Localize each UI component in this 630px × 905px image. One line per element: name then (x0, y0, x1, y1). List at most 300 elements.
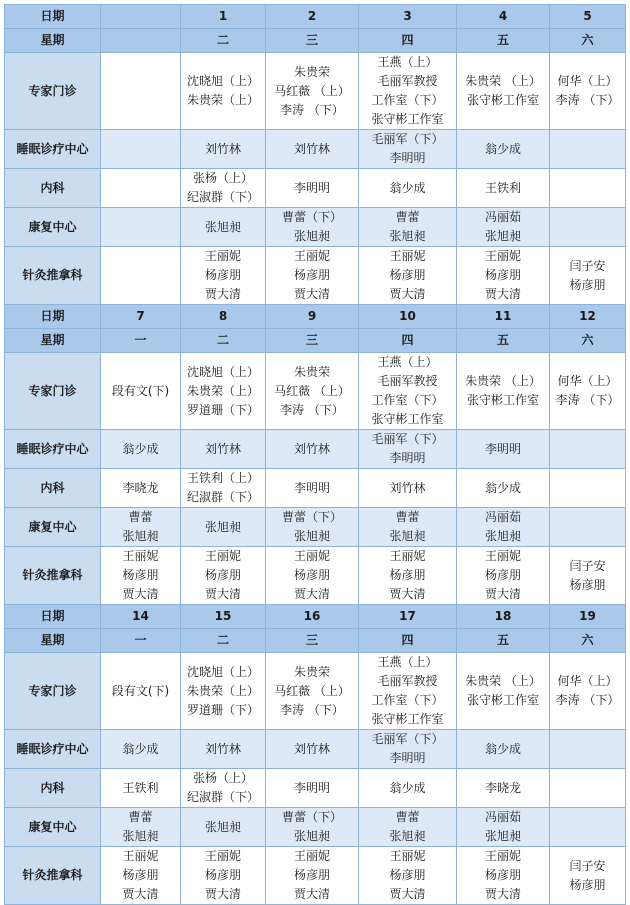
weekday-cell: 三 (266, 29, 359, 53)
doctor-name: 杨彦朋 (204, 568, 241, 582)
row-acupuncture (5, 247, 626, 305)
doctor-name: 贾大清 (293, 587, 330, 601)
doctor-name: 张杨（上） (192, 171, 253, 185)
doctor-name: 王燕（上） (377, 55, 438, 69)
schedule-cell-sleep (181, 730, 266, 769)
doctor-name: 杨彦朋 (484, 868, 521, 882)
doctor-name: 朱贵荣 （上） (465, 74, 541, 88)
weekday-cell: 四 (359, 329, 457, 353)
date-cell: 5 (550, 5, 626, 29)
schedule-cell-internal (101, 169, 181, 208)
row-rehab (5, 508, 626, 547)
doctor-name: 曹蕾 (128, 510, 153, 524)
doctor-name: 朱贵荣（上） (186, 683, 259, 698)
doctor-name: 何华（上） (557, 374, 618, 388)
row-expert (5, 353, 626, 430)
doctor-name: 杨彦朋 (389, 868, 426, 882)
doctor-name: 王丽妮 (484, 849, 521, 863)
schedule-cell-sleep (359, 430, 457, 469)
doctor-name: 王燕（上） (377, 655, 438, 669)
schedule-cell-acupuncture (359, 547, 457, 605)
doctor-name: 杨彦朋 (484, 568, 521, 582)
date-cell: 19 (550, 605, 626, 629)
doctor-name: 翁少成 (122, 741, 159, 756)
schedule-cell-acupuncture (181, 247, 266, 305)
doctor-name: 杨彦朋 (389, 268, 426, 282)
schedule-cell-internal (457, 169, 550, 208)
date-cell: 2 (266, 5, 359, 29)
row-label-acupuncture: 针灸推拿科 (5, 847, 101, 905)
doctor-name: 王丽妮 (389, 249, 426, 263)
doctor-name: 张旭昶 (293, 829, 330, 843)
doctor-name: 张旭昶 (389, 229, 426, 243)
schedule-cell-acupuncture (181, 847, 266, 905)
schedule-cell-rehab (359, 508, 457, 547)
schedule-cell-sleep (457, 730, 550, 769)
row-date (5, 305, 626, 329)
row-label-rehab: 康复中心 (5, 508, 101, 547)
doctor-name: 王丽妮 (484, 549, 521, 563)
weekday-cell: 三 (266, 329, 359, 353)
doctor-name: 曹蕾 (395, 210, 420, 224)
schedule-cell-acupuncture (181, 547, 266, 605)
doctor-name: 闫子安 (569, 558, 606, 573)
weekday-cell: 五 (457, 629, 550, 653)
doctor-name: 王丽妮 (293, 849, 330, 863)
weekday-cell: 三 (266, 629, 359, 653)
doctor-name: 曹蕾 (128, 810, 153, 824)
schedule-cell-rehab (181, 508, 266, 547)
doctor-name: 张旭昶 (204, 819, 241, 834)
schedule-cell-expert (181, 353, 266, 430)
schedule-cell-internal (181, 469, 266, 508)
weekday-cell: 六 (550, 29, 626, 53)
doctor-name: 贾大清 (484, 587, 521, 601)
doctor-name: 张守彬工作室 (371, 112, 444, 126)
schedule-cell-internal (181, 769, 266, 808)
doctor-name: 工作室（下） (371, 393, 444, 407)
doctor-name: 何华（上） (557, 74, 618, 88)
schedule-cell-rehab (457, 208, 550, 247)
row-label-internal: 内科 (5, 469, 101, 508)
row-label-weekday: 星期 (5, 29, 101, 53)
row-date (5, 605, 626, 629)
schedule-cell-sleep (457, 130, 550, 169)
doctor-name: 杨彦朋 (204, 868, 241, 882)
schedule-cell-internal (550, 169, 626, 208)
doctor-name: 毛丽军教授 (377, 74, 438, 88)
doctor-name: 曹蕾（下） (281, 510, 342, 524)
date-cell: 4 (457, 5, 550, 29)
doctor-name: 冯丽茹 (484, 210, 521, 224)
schedule-cell-rehab (550, 208, 626, 247)
schedule-cell-internal (266, 469, 359, 508)
row-date (5, 5, 626, 29)
schedule-cell-expert (181, 53, 266, 130)
date-cell: 15 (181, 605, 266, 629)
schedule-cell-sleep (359, 130, 457, 169)
schedule-cell-expert (359, 653, 457, 730)
doctor-name: 何华（上） (557, 674, 618, 688)
doctor-name: 贾大清 (122, 587, 159, 601)
schedule-cell-expert (550, 353, 626, 430)
doctor-name: 贾大清 (122, 887, 159, 901)
doctor-name: 李涛 （下） (555, 93, 620, 107)
row-label-sleep: 睡眠诊疗中心 (5, 430, 101, 469)
schedule-cell-rehab (266, 508, 359, 547)
schedule-cell-expert (101, 53, 181, 130)
row-label-date: 日期 (5, 305, 101, 329)
doctor-name: 李涛 （下） (280, 702, 344, 717)
schedule-cell-acupuncture (266, 847, 359, 905)
schedule-cell-sleep (550, 130, 626, 169)
row-label-acupuncture: 针灸推拿科 (5, 247, 101, 305)
row-label-sleep: 睡眠诊疗中心 (5, 730, 101, 769)
row-label-date: 日期 (5, 5, 101, 29)
doctor-name: 朱贵荣 (293, 364, 330, 379)
row-internal (5, 769, 626, 808)
schedule-cell-rehab (266, 208, 359, 247)
schedule-cell-sleep (457, 430, 550, 469)
weekday-cell: 五 (457, 329, 550, 353)
schedule-cell-expert (457, 353, 550, 430)
schedule-cell-acupuncture (101, 847, 181, 905)
doctor-name: 朱贵荣 （上） (465, 674, 541, 688)
row-sleep (5, 430, 626, 469)
doctor-name: 纪淑群（下） (186, 490, 259, 504)
doctor-name: 翁少成 (484, 741, 521, 756)
schedule-cell-expert (550, 53, 626, 130)
doctor-name: 杨彦朋 (569, 877, 606, 892)
doctor-name: 李明明 (293, 480, 330, 495)
weekday-cell: 五 (457, 29, 550, 53)
schedule-cell-sleep (550, 730, 626, 769)
schedule-cell-acupuncture (266, 547, 359, 605)
row-internal (5, 469, 626, 508)
doctor-name: 张旭昶 (484, 529, 521, 543)
schedule-cell-rehab (359, 208, 457, 247)
row-weekday (5, 329, 626, 353)
doctor-name: 闫子安 (569, 258, 606, 273)
doctor-name: 王丽妮 (204, 249, 241, 263)
doctor-name: 王丽妮 (293, 549, 330, 563)
doctor-name: 纪淑群（下） (186, 190, 259, 204)
weekday-cell: 六 (550, 329, 626, 353)
row-label-expert: 专家门诊 (5, 653, 101, 730)
row-weekday (5, 629, 626, 653)
doctor-name: 翁少成 (389, 780, 426, 795)
row-internal (5, 169, 626, 208)
doctor-name: 贾大清 (293, 287, 330, 301)
row-expert (5, 653, 626, 730)
schedule-cell-rehab (457, 808, 550, 847)
doctor-name: 冯丽茹 (484, 510, 521, 524)
doctor-name: 张旭昶 (293, 229, 330, 243)
weekday-cell: 一 (101, 329, 181, 353)
doctor-name: 朱贵荣（上） (186, 383, 259, 398)
doctor-name: 王铁利 (122, 780, 159, 795)
weekday-cell: 二 (181, 629, 266, 653)
schedule-cell-internal (359, 769, 457, 808)
schedule-cell-expert (101, 653, 181, 730)
schedule-cell-sleep (359, 730, 457, 769)
date-cell: 9 (266, 305, 359, 329)
doctor-name: 马红薇 （上） (274, 383, 350, 398)
row-label-expert: 专家门诊 (5, 353, 101, 430)
schedule-cell-rehab (101, 808, 181, 847)
date-cell: 7 (101, 305, 181, 329)
doctor-name: 张守彬工作室 (371, 712, 444, 726)
doctor-name: 贾大清 (389, 887, 426, 901)
schedule-cell-acupuncture (457, 247, 550, 305)
schedule-cell-sleep (266, 130, 359, 169)
row-label-acupuncture: 针灸推拿科 (5, 547, 101, 605)
doctor-name: 刘竹林 (204, 141, 241, 156)
doctor-name: 闫子安 (569, 858, 606, 873)
doctor-name: 纪淑群（下） (186, 790, 259, 804)
doctor-name: 工作室（下） (371, 693, 444, 707)
row-label-weekday: 星期 (5, 329, 101, 353)
doctor-name: 罗道珊（下） (186, 402, 259, 417)
doctor-name: 李明明 (484, 441, 521, 456)
schedule-cell-rehab (266, 808, 359, 847)
doctor-name: 曹蕾 (395, 810, 420, 824)
schedule-cell-internal (457, 469, 550, 508)
doctor-name: 王铁利（上） (186, 471, 259, 485)
schedule-cell-sleep (181, 430, 266, 469)
doctor-name: 翁少成 (389, 180, 426, 195)
doctor-name: 杨彦朋 (293, 868, 330, 882)
doctor-name: 李明明 (389, 451, 426, 465)
doctor-name: 朱贵荣 (293, 664, 330, 679)
doctor-name: 刘竹林 (293, 741, 330, 756)
schedule-cell-internal (101, 469, 181, 508)
schedule-cell-expert (266, 53, 359, 130)
schedule-cell-acupuncture (266, 247, 359, 305)
schedule-cell-acupuncture (359, 847, 457, 905)
doctor-name: 张旭昶 (484, 229, 521, 243)
schedule-cell-expert (101, 353, 181, 430)
doctor-name: 毛丽军教授 (377, 374, 438, 388)
schedule-cell-acupuncture (550, 547, 626, 605)
schedule-cell-rehab (181, 808, 266, 847)
schedule-cell-expert (457, 653, 550, 730)
schedule-cell-acupuncture (101, 547, 181, 605)
doctor-name: 张旭昶 (204, 519, 241, 534)
doctor-name: 李晓龙 (484, 780, 521, 795)
doctor-name: 贾大清 (204, 287, 241, 301)
doctor-name: 沈晓旭（上） (186, 74, 259, 88)
schedule-cell-sleep (101, 730, 181, 769)
schedule-cell-expert (266, 653, 359, 730)
doctor-name: 李明明 (293, 780, 330, 795)
doctor-name: 李涛 （下） (280, 402, 344, 417)
row-label-internal: 内科 (5, 169, 101, 208)
doctor-name: 张旭昶 (389, 529, 426, 543)
schedule-cell-sleep (266, 430, 359, 469)
row-sleep (5, 130, 626, 169)
schedule-cell-internal (550, 769, 626, 808)
schedule-cell-sleep (550, 430, 626, 469)
date-cell: 17 (359, 605, 457, 629)
schedule-cell-internal (359, 169, 457, 208)
doctor-name: 李明明 (389, 751, 426, 765)
doctor-name: 王燕（上） (377, 355, 438, 369)
row-label-internal: 内科 (5, 769, 101, 808)
doctor-name: 杨彦朋 (484, 268, 521, 282)
weekday-cell (101, 29, 181, 53)
doctor-name: 段有文(下) (111, 383, 170, 398)
doctor-name: 贾大清 (204, 887, 241, 901)
schedule-cell-internal (266, 169, 359, 208)
schedule-cell-expert (359, 53, 457, 130)
doctor-name: 杨彦朋 (122, 568, 159, 582)
doctor-name: 毛丽军（下） (371, 132, 444, 146)
doctor-name: 贾大清 (389, 587, 426, 601)
weekday-cell: 二 (181, 329, 266, 353)
doctor-name: 王丽妮 (293, 249, 330, 263)
doctor-name: 张守彬工作室 (466, 393, 539, 407)
date-cell: 18 (457, 605, 550, 629)
doctor-name: 罗道珊（下） (186, 702, 259, 717)
doctor-name: 杨彦朋 (389, 568, 426, 582)
doctor-name: 贾大清 (389, 287, 426, 301)
doctor-name: 毛丽军教授 (377, 674, 438, 688)
schedule-cell-sleep (101, 430, 181, 469)
row-label-rehab: 康复中心 (5, 808, 101, 847)
schedule-cell-internal (181, 169, 266, 208)
row-rehab (5, 208, 626, 247)
doctor-name: 王丽妮 (389, 549, 426, 563)
doctor-name: 张守彬工作室 (371, 412, 444, 426)
schedule-cell-acupuncture (101, 247, 181, 305)
doctor-name: 段有文(下) (111, 683, 170, 698)
row-acupuncture (5, 547, 626, 605)
doctor-name: 朱贵荣 (293, 64, 330, 79)
doctor-name: 李晓龙 (122, 480, 159, 495)
doctor-name: 翁少成 (484, 480, 521, 495)
doctor-name: 张旭昶 (204, 219, 241, 234)
doctor-name: 贾大清 (484, 287, 521, 301)
doctor-name: 刘竹林 (389, 480, 426, 495)
schedule-cell-internal (359, 469, 457, 508)
schedule-cell-sleep (266, 730, 359, 769)
doctor-name: 马红薇 （上） (274, 683, 350, 698)
schedule-cell-internal (266, 769, 359, 808)
doctor-name: 张杨（上） (192, 771, 253, 785)
doctor-name: 沈晓旭（上） (186, 364, 259, 379)
schedule-cell-rehab (550, 808, 626, 847)
doctor-name: 杨彦朋 (122, 868, 159, 882)
row-weekday (5, 29, 626, 53)
row-expert (5, 53, 626, 130)
schedule-cell-internal (457, 769, 550, 808)
doctor-name: 刘竹林 (204, 741, 241, 756)
doctor-name: 毛丽军（下） (371, 432, 444, 446)
doctor-name: 李涛 （下） (555, 693, 620, 707)
row-label-date: 日期 (5, 605, 101, 629)
date-cell: 11 (457, 305, 550, 329)
doctor-name: 马红薇 （上） (274, 83, 350, 98)
doctor-name: 王丽妮 (204, 849, 241, 863)
schedule-cell-acupuncture (457, 547, 550, 605)
weekday-cell: 四 (359, 629, 457, 653)
doctor-name: 刘竹林 (293, 441, 330, 456)
doctor-name: 翁少成 (122, 441, 159, 456)
schedule-cell-expert (550, 653, 626, 730)
schedule-cell-rehab (359, 808, 457, 847)
doctor-name: 曹蕾 (395, 510, 420, 524)
doctor-name: 张旭昶 (293, 529, 330, 543)
doctor-name: 王丽妮 (122, 849, 159, 863)
doctor-name: 李涛 （下） (280, 102, 344, 117)
row-sleep (5, 730, 626, 769)
schedule-cell-rehab (550, 508, 626, 547)
doctor-name: 贾大清 (484, 887, 521, 901)
schedule-cell-sleep (181, 130, 266, 169)
weekday-cell: 一 (101, 629, 181, 653)
date-cell: 16 (266, 605, 359, 629)
doctor-name: 沈晓旭（上） (186, 664, 259, 679)
doctor-name: 杨彦朋 (569, 577, 606, 592)
doctor-name: 朱贵荣 （上） (465, 374, 541, 388)
doctor-name: 杨彦朋 (569, 277, 606, 292)
date-cell: 1 (181, 5, 266, 29)
doctor-name: 杨彦朋 (293, 268, 330, 282)
doctor-name: 曹蕾（下） (281, 210, 342, 224)
doctor-name: 朱贵荣（上） (186, 93, 259, 107)
doctor-name: 杨彦朋 (293, 568, 330, 582)
row-label-sleep: 睡眠诊疗中心 (5, 130, 101, 169)
schedule-cell-acupuncture (457, 847, 550, 905)
doctor-name: 贾大清 (204, 587, 241, 601)
doctor-name: 王丽妮 (204, 549, 241, 563)
row-acupuncture (5, 847, 626, 905)
date-cell (101, 5, 181, 29)
date-cell: 8 (181, 305, 266, 329)
schedule-cell-acupuncture (359, 247, 457, 305)
schedule-cell-rehab (101, 508, 181, 547)
doctor-name: 王丽妮 (122, 549, 159, 563)
doctor-name: 刘竹林 (204, 441, 241, 456)
row-label-weekday: 星期 (5, 629, 101, 653)
doctor-name: 冯丽茹 (484, 810, 521, 824)
schedule-cell-rehab (181, 208, 266, 247)
doctor-name: 张守彬工作室 (466, 693, 539, 707)
doctor-name: 张旭昶 (484, 829, 521, 843)
schedule-cell-expert (457, 53, 550, 130)
weekday-cell: 四 (359, 29, 457, 53)
schedule-cell-internal (550, 469, 626, 508)
schedule-cell-internal (101, 769, 181, 808)
schedule-cell-acupuncture (550, 847, 626, 905)
schedule-cell-rehab (101, 208, 181, 247)
schedule-cell-expert (266, 353, 359, 430)
doctor-name: 王铁利 (484, 180, 521, 195)
date-cell: 10 (359, 305, 457, 329)
doctor-name: 王丽妮 (389, 849, 426, 863)
doctor-name: 贾大清 (293, 887, 330, 901)
date-cell: 14 (101, 605, 181, 629)
doctor-name: 毛丽军（下） (371, 732, 444, 746)
doctor-name: 曹蕾（下） (281, 810, 342, 824)
weekday-cell: 二 (181, 29, 266, 53)
schedule-cell-expert (181, 653, 266, 730)
doctor-name: 张守彬工作室 (466, 93, 539, 107)
row-label-rehab: 康复中心 (5, 208, 101, 247)
doctor-name: 张旭昶 (122, 829, 159, 843)
weekday-cell: 六 (550, 629, 626, 653)
